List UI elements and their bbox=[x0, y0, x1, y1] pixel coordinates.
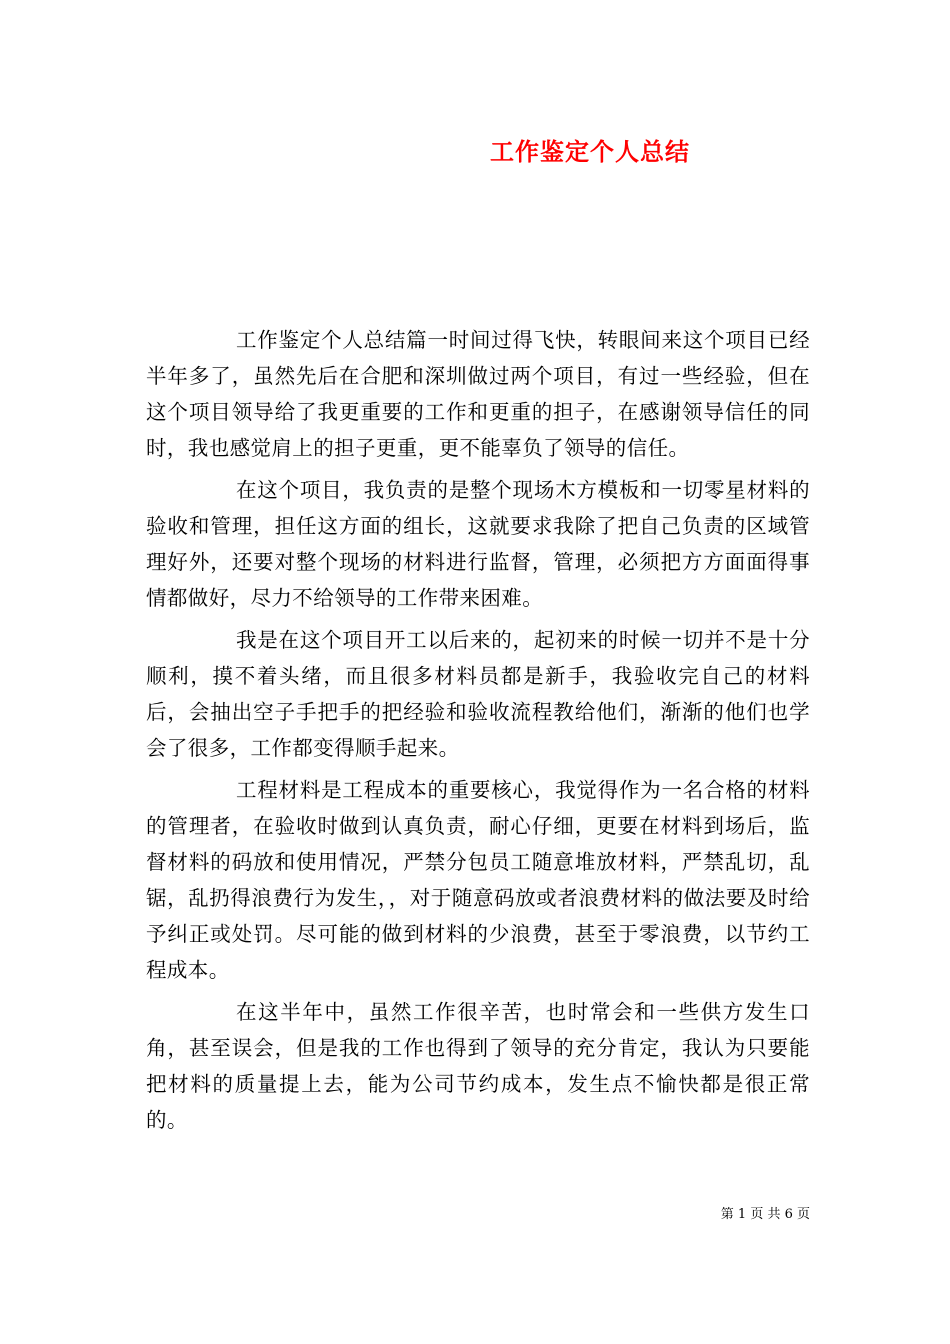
document-title: 工作鉴定个人总结 bbox=[490, 137, 690, 166]
paragraph-5: 在这半年中，虽然工作很辛苦，也时常会和一些供方发生口角，甚至误会，但是我的工作也得到了领导的充分肯定，我认为只要能把材料的质量提上去，能为公司节约成本，发生点不愉快都是很正常的。 bbox=[146, 1000, 810, 1132]
paragraph-3: 我是在这个项目开工以后来的，起初来的时候一切并不是十分顺利，摸不着头绪，而且很多材料员都是新手，我验收完自己的材料后，会抽出空子手把手的把经验和验收流程教给他们，渐渐的他们也学会了很多，工作都变得顺手起来。 bbox=[146, 628, 810, 760]
paragraph-2: 在这个项目，我负责的是整个现场木方模板和一切零星材料的验收和管理，担任这方面的组长，这就要求我除了把自己负责的区域管理好外，还要对整个现场的材料进行监督，管理，必须把方方面面得事情都做好，尽力不给领导的工作带来困难。 bbox=[146, 478, 810, 610]
paragraph-1: 工作鉴定个人总结篇一时间过得飞快，转眼间来这个项目已经半年多了，虽然先后在合肥和深圳做过两个项目，有过一些经验，但在这个项目领导给了我更重要的工作和更重的担子，在感谢领导信任的同时，我也感觉肩上的担子更重，更不能辜负了领导的信任。 bbox=[146, 328, 810, 460]
document-body bbox=[146, 322, 810, 1144]
paragraph-4: 工程材料是工程成本的重要核心，我觉得作为一名合格的材料的管理者，在验收时做到认真负责，耐心仔细，更要在材料到场后，监督材料的码放和使用情况，严禁分包员工随意堆放材料，严禁乱切，乱锯，乱扔得浪费行为发生，，对于随意码放或者浪费材料的做法要及时给予纠正或处罚。尽可能的做到材料的少浪费，甚至于零浪费，以节约工程成本。 bbox=[146, 778, 810, 982]
page-number-footer: 第 1 页 共 6 页 bbox=[720, 1207, 810, 1222]
